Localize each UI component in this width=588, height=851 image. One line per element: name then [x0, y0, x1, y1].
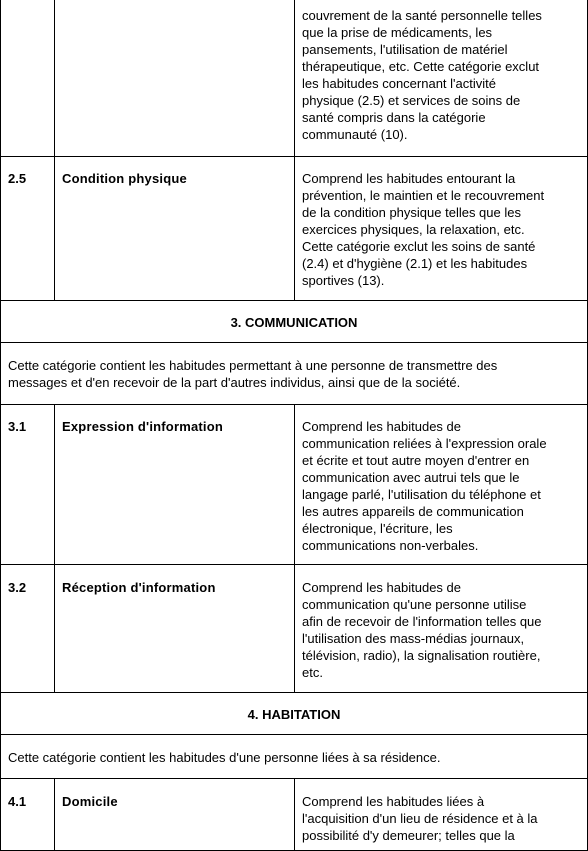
row-divider	[0, 692, 588, 693]
column-divider	[54, 0, 55, 300]
row-divider	[0, 342, 588, 343]
section-description: Cette catégorie contient les habitudes d'une personne liées à sa résidence.	[8, 750, 441, 765]
row-code: 3.2	[8, 580, 27, 595]
column-divider	[294, 778, 295, 850]
row-code: 2.5	[8, 171, 27, 186]
row-code: 4.1	[8, 794, 27, 809]
row-description: Comprend les habitudes entourant la prévention, le maintien et le recouvrement de la condition physique telles que les exercices physiques, la relaxation, etc. Cette catégorie exclut les soins de santé (2.4) et d'hygiène (2.1) et les habitudes sportives (13).	[302, 171, 545, 288]
table-border-left	[0, 0, 1, 851]
section-title: 3. COMMUNICATION	[230, 315, 358, 330]
row-description: couvrement de la santé personnelle telles que la prise de médicaments, les pansements, l'utilisation de matériel thérapeutique, etc. Cette catégorie exclut les habitudes concernant l'activité physique (2.5) et services de soins de santé compris dans la catégorie communauté (10).	[302, 8, 542, 142]
column-divider	[54, 778, 55, 850]
row-description: Comprend les habitudes de communication qu'une personne utilise afin de recevoir de l'information telles que l'utilisation des mass-médias journaux, télévision, radio), la signalisation routière, etc.	[302, 580, 542, 680]
row-divider	[0, 300, 588, 301]
section-title: 4. HABITATION	[247, 707, 341, 722]
row-name: Réception d'information	[62, 580, 216, 595]
row-description: Comprend les habitudes liées à l'acquisition d'un lieu de résidence et à la possibilité d'y demeurer; telles que la	[302, 794, 538, 843]
row-name: Condition physique	[62, 171, 187, 186]
row-name: Domicile	[62, 794, 118, 809]
column-divider	[54, 404, 55, 692]
row-description: Comprend les habitudes de communication reliées à l'expression orale et écrite et tout autre moyen d'entrer en communication avec autrui tels que le langage parlé, l'utilisation du téléphone et les autres appareils de communication électronique, l'écriture, les communications non-verbales.	[302, 419, 547, 553]
column-divider	[294, 0, 295, 300]
row-name: Expression d'information	[62, 419, 224, 434]
section-description: Cette catégorie contient les habitudes permettant à une personne de transmettre des messages et d'en recevoir de la part d'autres individus, ainsi que de la société.	[8, 358, 498, 390]
column-divider	[294, 404, 295, 692]
row-code: 3.1	[8, 419, 27, 434]
row-divider	[0, 734, 588, 735]
